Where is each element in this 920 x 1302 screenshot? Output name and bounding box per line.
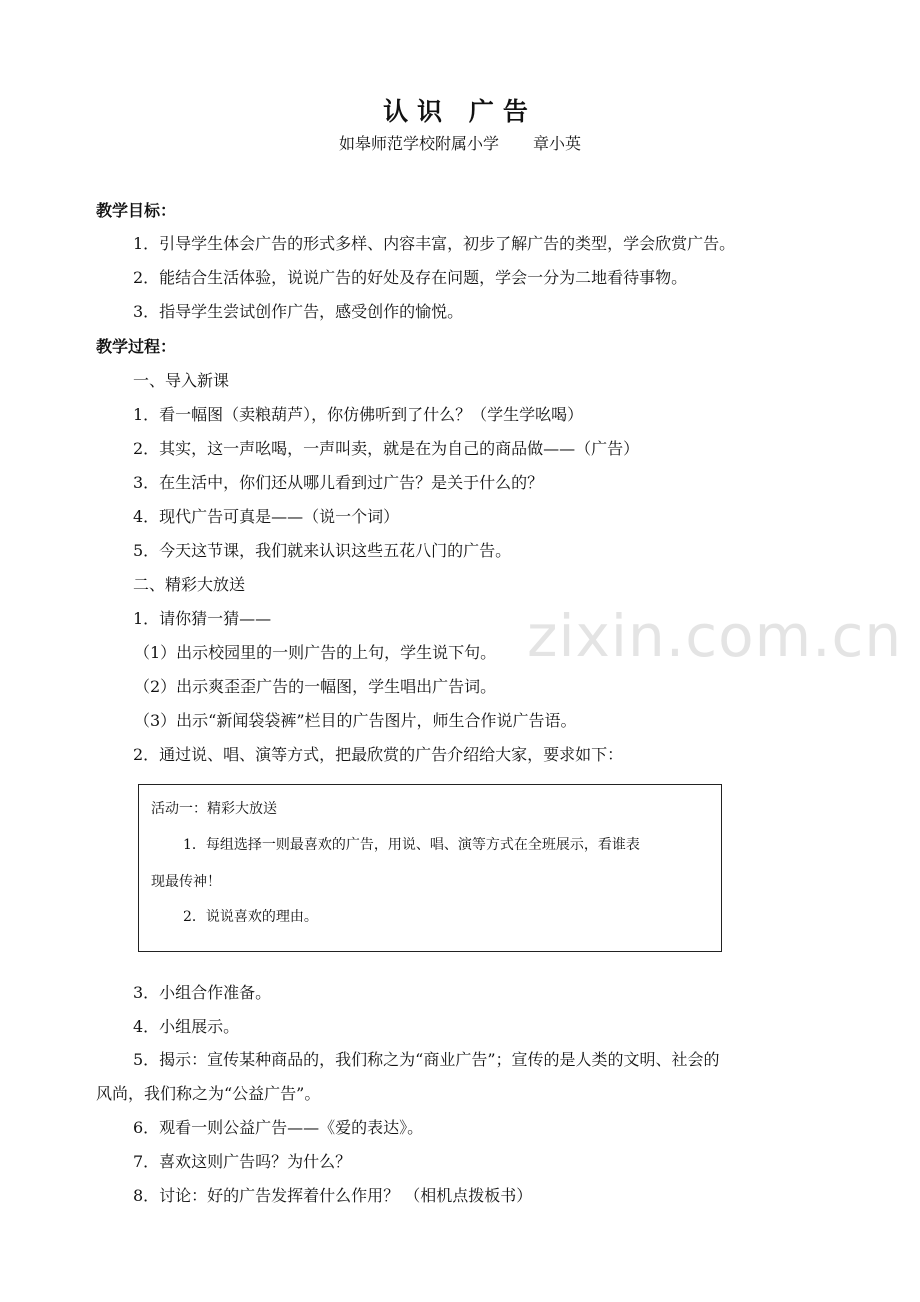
school-name: 如皋师范学校附属小学	[338, 134, 499, 153]
process-item: 1．请你猜一猜——	[133, 609, 272, 628]
section-title: 一、导入新课	[133, 371, 230, 390]
activity-item-continued: 现最传神！	[151, 874, 221, 890]
process-item: 2．其实，这一声吆喝，一声叫卖，就是在为自己的商品做——（广告）	[133, 439, 640, 458]
objective-item: 1．引导学生体会广告的形式多样、内容丰富，初步了解广告的类型，学会欣赏广告。	[133, 234, 736, 253]
objectives-heading: 教学目标：	[96, 201, 177, 220]
process-item: 4．现代广告可真是——（说一个词）	[133, 507, 400, 526]
process-item: 3．在生活中，你们还从哪儿看到过广告？是关于什么的？	[133, 473, 544, 492]
activity-item: 1．每组选择一则最喜欢的广告，用说、唱、演等方式在全班展示，看谁表	[183, 837, 640, 853]
document-title: 认识 广告	[383, 97, 537, 126]
process-heading: 教学过程：	[96, 337, 177, 356]
activity-item: 2．说说喜欢的理由。	[183, 909, 318, 925]
process-item: 6．观看一则公益广告——《爱的表达》。	[133, 1118, 424, 1137]
objective-item: 3．指导学生尝试创作广告，感受创作的愉悦。	[133, 302, 464, 321]
author-line	[0, 131, 920, 154]
author-name: 章小英	[533, 134, 582, 153]
activity-box	[138, 784, 722, 952]
process-item: 1．看一幅图（卖粮葫芦），你仿佛听到了什么？（学生学吆喝）	[133, 405, 584, 424]
watermark: zixin.com.cn	[527, 602, 903, 670]
process-item-continued: 风尚，我们称之为“公益广告”。	[96, 1084, 321, 1103]
objective-item: 2．能结合生活体验，说说广告的好处及存在问题，学会一分为二地看待事物。	[133, 268, 688, 287]
process-item: 7．喜欢这则广告吗？为什么？	[133, 1152, 352, 1171]
section-title: 二、精彩大放送	[133, 575, 246, 594]
process-item: 3．小组合作准备。	[133, 983, 272, 1002]
process-item: 5．揭示：宣传某种商品的，我们称之为“商业广告”；宣传的是人类的文明、社会的	[133, 1050, 720, 1069]
activity-title: 活动一：精彩大放送	[151, 801, 277, 817]
process-item: 5．今天这节课，我们就来认识这些五花八门的广告。	[133, 541, 512, 560]
process-item: 2．通过说、唱、演等方式，把最欣赏的广告介绍给大家，要求如下：	[133, 745, 624, 764]
process-item: 4．小组展示。	[133, 1017, 240, 1036]
process-subitem: （1）出示校园里的一则广告的上句，学生说下句。	[134, 643, 497, 662]
process-subitem: （3）出示“新闻袋袋裤”栏目的广告图片，师生合作说广告语。	[134, 711, 577, 730]
process-subitem: （2）出示爽歪歪广告的一幅图，学生唱出广告词。	[134, 677, 497, 696]
process-item: 8．讨论：好的广告发挥着什么作用？ （相机点拨板书）	[133, 1186, 533, 1205]
